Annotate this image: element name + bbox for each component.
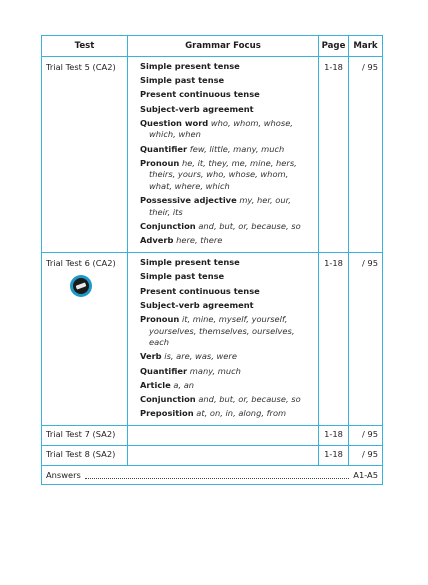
focus-item: Simple past tense xyxy=(140,271,225,282)
focus-item: Question word who, whom, whose, which, when xyxy=(140,117,293,140)
audio-cd-icon xyxy=(70,275,92,297)
focus-item: Conjunction and, but, or, because, so xyxy=(140,393,301,404)
focus-item: Pronoun he, it, they, me, mine, hers, theirs, yours, who, whose, whom, what, where, which xyxy=(140,157,297,191)
grammar-focus-cell xyxy=(128,57,319,253)
page-cell: 1-18 xyxy=(319,446,349,466)
focus-item: Quantifier few, little, many, much xyxy=(140,143,285,154)
mark-cell: / 95 xyxy=(349,446,383,466)
page-cell: 1-18 xyxy=(319,426,349,446)
table-row xyxy=(42,57,383,253)
focus-item: Simple past tense xyxy=(140,75,225,86)
focus-item: Verb is, are, was, were xyxy=(140,351,237,362)
grammar-focus-cell xyxy=(128,426,319,446)
table-row xyxy=(42,426,383,446)
page-cell: 1-18 xyxy=(319,57,349,253)
grammar-focus-cell xyxy=(128,253,319,426)
focus-item: Present continuous tense xyxy=(140,285,260,296)
focus-item: Preposition at, on, in, along, from xyxy=(140,408,287,419)
test-cell xyxy=(42,57,128,253)
table-header-row xyxy=(42,36,383,57)
focus-item: Subject-verb agreement xyxy=(140,103,254,114)
focus-item: Simple present tense xyxy=(140,61,240,71)
answers-row xyxy=(42,466,383,485)
mark-cell: / 95 xyxy=(349,57,383,253)
focus-item: Pronoun it, mine, myself, yourself, yourselves, themselves, ourselves, each xyxy=(140,314,295,348)
answers-label: Answers xyxy=(46,470,81,481)
test-name: Trial Test 5 (CA2) xyxy=(46,62,116,72)
mark-cell: / 95 xyxy=(349,253,383,426)
focus-item: Adverb here, there xyxy=(140,235,223,246)
contents-table-wrapper xyxy=(41,35,382,485)
focus-item: Simple present tense xyxy=(140,257,240,268)
focus-item: Present continuous tense xyxy=(140,89,260,100)
focus-item: Possessive adjective my, her, our, their, its xyxy=(140,195,291,217)
page-cell: 1-18 xyxy=(319,253,349,426)
focus-item: Subject-verb agreement xyxy=(140,299,254,310)
test-name: Trial Test 6 (CA2) xyxy=(46,258,116,269)
header-test: Test xyxy=(42,36,128,57)
contents-table xyxy=(41,35,383,485)
header-grammar-focus: Grammar Focus xyxy=(128,36,319,57)
dot-leader xyxy=(85,472,349,479)
header-page: Page xyxy=(319,36,349,57)
focus-item: Quantifier many, much xyxy=(140,365,241,376)
focus-item: Conjunction and, but, or, because, so xyxy=(140,220,301,231)
focus-item: Article a, an xyxy=(140,379,195,390)
answers-cell xyxy=(42,466,383,485)
table-row xyxy=(42,446,383,466)
test-cell xyxy=(42,253,128,426)
grammar-focus-cell xyxy=(128,446,319,466)
table-row xyxy=(42,253,383,426)
answers-pages: A1-A5 xyxy=(353,470,378,481)
test-cell: Trial Test 7 (SA2) xyxy=(42,426,128,446)
header-mark: Mark xyxy=(349,36,383,57)
test-cell: Trial Test 8 (SA2) xyxy=(42,446,128,466)
answers-line xyxy=(46,470,378,480)
mark-cell: / 95 xyxy=(349,426,383,446)
